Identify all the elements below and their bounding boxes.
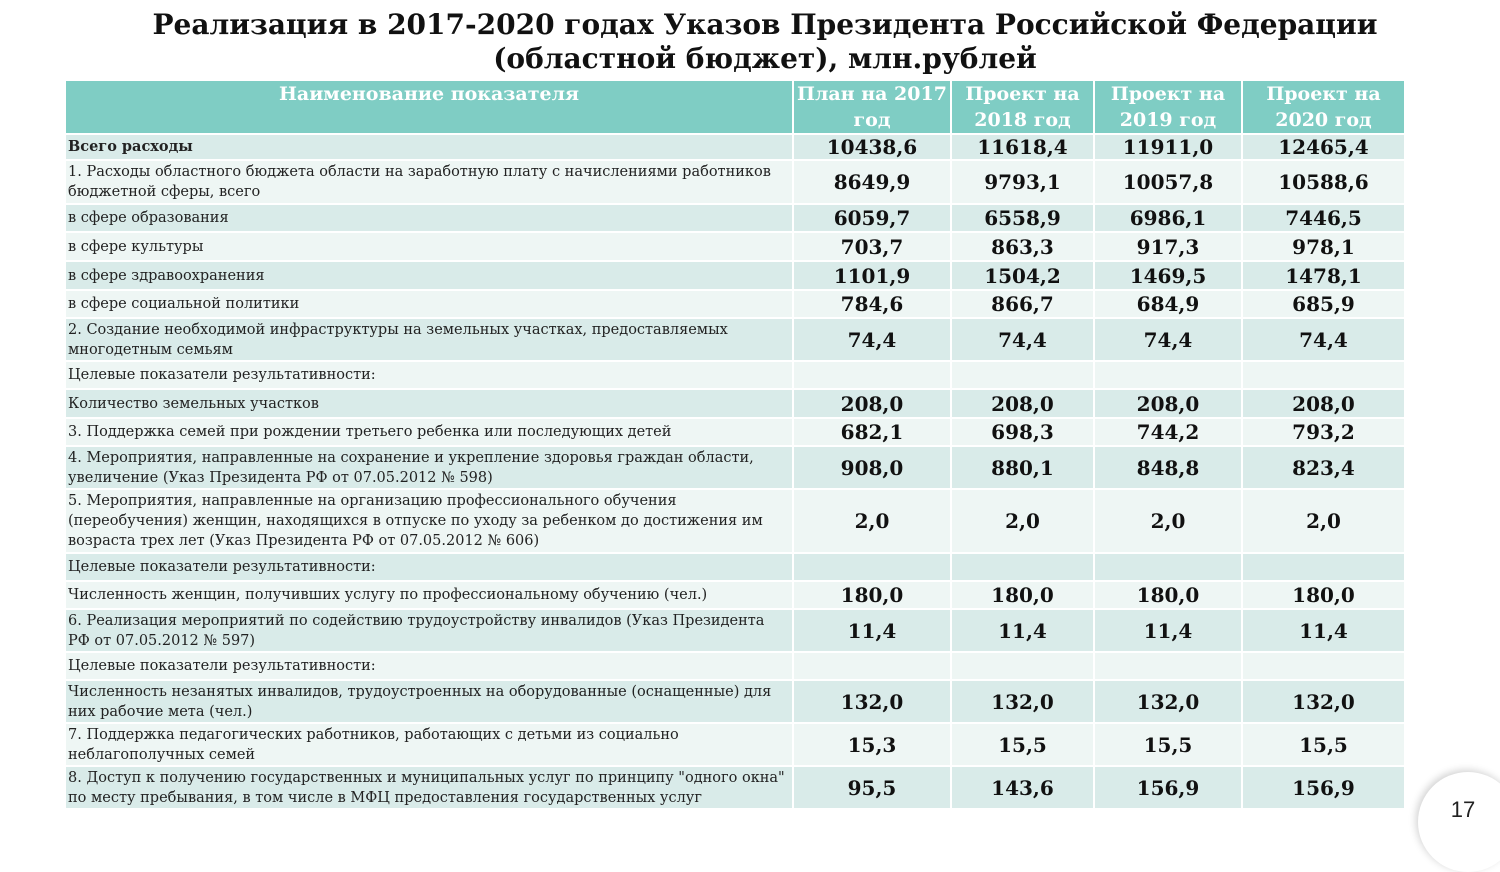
value-2017: 132,0 (793, 680, 951, 723)
header-project-2020: Проект на 2020 год (1242, 80, 1405, 134)
table-row (65, 389, 1405, 418)
row-name: Целевые показатели результативности: (65, 652, 793, 680)
value-2017: 74,4 (793, 318, 951, 361)
value-2018: 863,3 (951, 232, 1094, 261)
row-name: в сфере здравоохранения (65, 261, 793, 290)
table-row (65, 290, 1405, 318)
value-2019: 11,4 (1094, 609, 1242, 652)
value-2017: 1101,9 (793, 261, 951, 290)
header-indicator-name: Наименование показателя (65, 80, 793, 134)
value-2019: 180,0 (1094, 581, 1242, 609)
value-2017: 208,0 (793, 389, 951, 418)
table-row (65, 766, 1405, 809)
value-2017: 784,6 (793, 290, 951, 318)
table-row (65, 361, 1405, 389)
table-row (65, 160, 1405, 204)
value-2019: 15,5 (1094, 723, 1242, 766)
row-name: Целевые показатели результативности: (65, 361, 793, 389)
value-2020: 11,4 (1242, 609, 1405, 652)
value-2017: 8649,9 (793, 160, 951, 204)
table-row (65, 609, 1405, 652)
value-2019: 74,4 (1094, 318, 1242, 361)
value-2018: 698,3 (951, 418, 1094, 446)
row-name: в сфере образования (65, 204, 793, 232)
row-name: Всего расходы (65, 134, 793, 160)
row-name: Целевые показатели результативности: (65, 553, 793, 581)
value-2018: 880,1 (951, 446, 1094, 489)
value-2018: 1504,2 (951, 261, 1094, 290)
value-2018: 208,0 (951, 389, 1094, 418)
value-2020: 685,9 (1242, 290, 1405, 318)
value-2017 (793, 553, 951, 581)
value-2017: 682,1 (793, 418, 951, 446)
row-name: Численность незанятых инвалидов, трудоустроенных на оборудованные (оснащенные) для них рабочие мета (чел.) (65, 680, 793, 723)
value-2017: 95,5 (793, 766, 951, 809)
value-2018: 74,4 (951, 318, 1094, 361)
value-2017: 15,3 (793, 723, 951, 766)
table-row (65, 553, 1405, 581)
value-2018: 180,0 (951, 581, 1094, 609)
value-2020 (1242, 361, 1405, 389)
value-2018: 143,6 (951, 766, 1094, 809)
row-name: 7. Поддержка педагогических работников, работающих с детьми из социально неблагополучных семей (65, 723, 793, 766)
row-name: 3. Поддержка семей при рождении третьего ребенка или последующих детей (65, 418, 793, 446)
row-name: 4. Мероприятия, направленные на сохранение и укрепление здоровья граждан области, увеличение (Указ Президента РФ от 07.05.2012 № 598) (65, 446, 793, 489)
row-name: 6. Реализация мероприятий по содействию трудоустройству инвалидов (Указ Президента РФ от 07.05.2012 № 597) (65, 609, 793, 652)
value-2018: 11,4 (951, 609, 1094, 652)
table-row (65, 581, 1405, 609)
value-2017: 2,0 (793, 489, 951, 553)
table-row (65, 652, 1405, 680)
table-row (65, 204, 1405, 232)
value-2018: 15,5 (951, 723, 1094, 766)
value-2019: 10057,8 (1094, 160, 1242, 204)
budget-table (64, 79, 1406, 810)
row-name: Количество земельных участков (65, 389, 793, 418)
value-2017: 908,0 (793, 446, 951, 489)
value-2017: 11,4 (793, 609, 951, 652)
table-row (65, 489, 1405, 553)
value-2019: 6986,1 (1094, 204, 1242, 232)
value-2020: 156,9 (1242, 766, 1405, 809)
table-row (65, 723, 1405, 766)
value-2020: 12465,4 (1242, 134, 1405, 160)
value-2019: 684,9 (1094, 290, 1242, 318)
value-2019 (1094, 652, 1242, 680)
row-name: 5. Мероприятия, направленные на организацию профессионального обучения (переобучения) женщин, находящихся в отпуске по уходу за ребенком до достижения им возраста трех лет (Указ Президента РФ от 07.05.2012 № 606) (65, 489, 793, 553)
value-2020: 180,0 (1242, 581, 1405, 609)
value-2020 (1242, 553, 1405, 581)
value-2018 (951, 553, 1094, 581)
value-2020: 132,0 (1242, 680, 1405, 723)
row-name: Численность женщин, получивших услугу по профессиональному обучению (чел.) (65, 581, 793, 609)
slide-title (0, 8, 1500, 76)
value-2020: 10588,6 (1242, 160, 1405, 204)
table-header-row (65, 80, 1405, 134)
value-2020: 823,4 (1242, 446, 1405, 489)
row-name: в сфере культуры (65, 232, 793, 261)
value-2018: 9793,1 (951, 160, 1094, 204)
value-2019: 156,9 (1094, 766, 1242, 809)
value-2019: 11911,0 (1094, 134, 1242, 160)
value-2017 (793, 652, 951, 680)
value-2019: 848,8 (1094, 446, 1242, 489)
row-name: в сфере социальной политики (65, 290, 793, 318)
value-2019 (1094, 553, 1242, 581)
header-project-2019: Проект на 2019 год (1094, 80, 1242, 134)
value-2017: 180,0 (793, 581, 951, 609)
value-2018: 866,7 (951, 290, 1094, 318)
value-2020: 793,2 (1242, 418, 1405, 446)
value-2020: 1478,1 (1242, 261, 1405, 290)
table-row (65, 134, 1405, 160)
value-2019: 2,0 (1094, 489, 1242, 553)
table-row (65, 418, 1405, 446)
value-2017: 703,7 (793, 232, 951, 261)
header-project-2018: Проект на 2018 год (951, 80, 1094, 134)
row-name: 8. Доступ к получению государственных и муниципальных услуг по принципу "одного окна" по месту пребывания, в том числе в МФЦ предоставления государственных услуг (65, 766, 793, 809)
value-2020: 978,1 (1242, 232, 1405, 261)
value-2017: 10438,6 (793, 134, 951, 160)
value-2019: 744,2 (1094, 418, 1242, 446)
value-2019 (1094, 361, 1242, 389)
slide-title-line1: Реализация в 2017-2020 годах Указов Президента Российской Федерации (152, 8, 1378, 41)
value-2019: 208,0 (1094, 389, 1242, 418)
row-name: 2. Создание необходимой инфраструктуры на земельных участках, предоставляемых многодетным семьям (65, 318, 793, 361)
page-number: 17 (1450, 797, 1476, 822)
value-2019: 132,0 (1094, 680, 1242, 723)
table-row (65, 261, 1405, 290)
value-2020: 74,4 (1242, 318, 1405, 361)
value-2020 (1242, 652, 1405, 680)
value-2019: 917,3 (1094, 232, 1242, 261)
header-plan-2017: План на 2017 год (793, 80, 951, 134)
table-row (65, 680, 1405, 723)
value-2020: 15,5 (1242, 723, 1405, 766)
value-2019: 1469,5 (1094, 261, 1242, 290)
value-2017: 6059,7 (793, 204, 951, 232)
value-2020: 7446,5 (1242, 204, 1405, 232)
table-row (65, 318, 1405, 361)
table-row (65, 446, 1405, 489)
value-2017 (793, 361, 951, 389)
value-2018: 2,0 (951, 489, 1094, 553)
value-2020: 208,0 (1242, 389, 1405, 418)
value-2020: 2,0 (1242, 489, 1405, 553)
table-row (65, 232, 1405, 261)
value-2018: 11618,4 (951, 134, 1094, 160)
value-2018 (951, 652, 1094, 680)
value-2018: 132,0 (951, 680, 1094, 723)
row-name: 1. Расходы областного бюджета области на заработную плату с начислениями работников бюджетной сферы, всего (65, 160, 793, 204)
value-2018: 6558,9 (951, 204, 1094, 232)
slide-title-line2: (областной бюджет), млн.рублей (493, 42, 1037, 75)
value-2018 (951, 361, 1094, 389)
